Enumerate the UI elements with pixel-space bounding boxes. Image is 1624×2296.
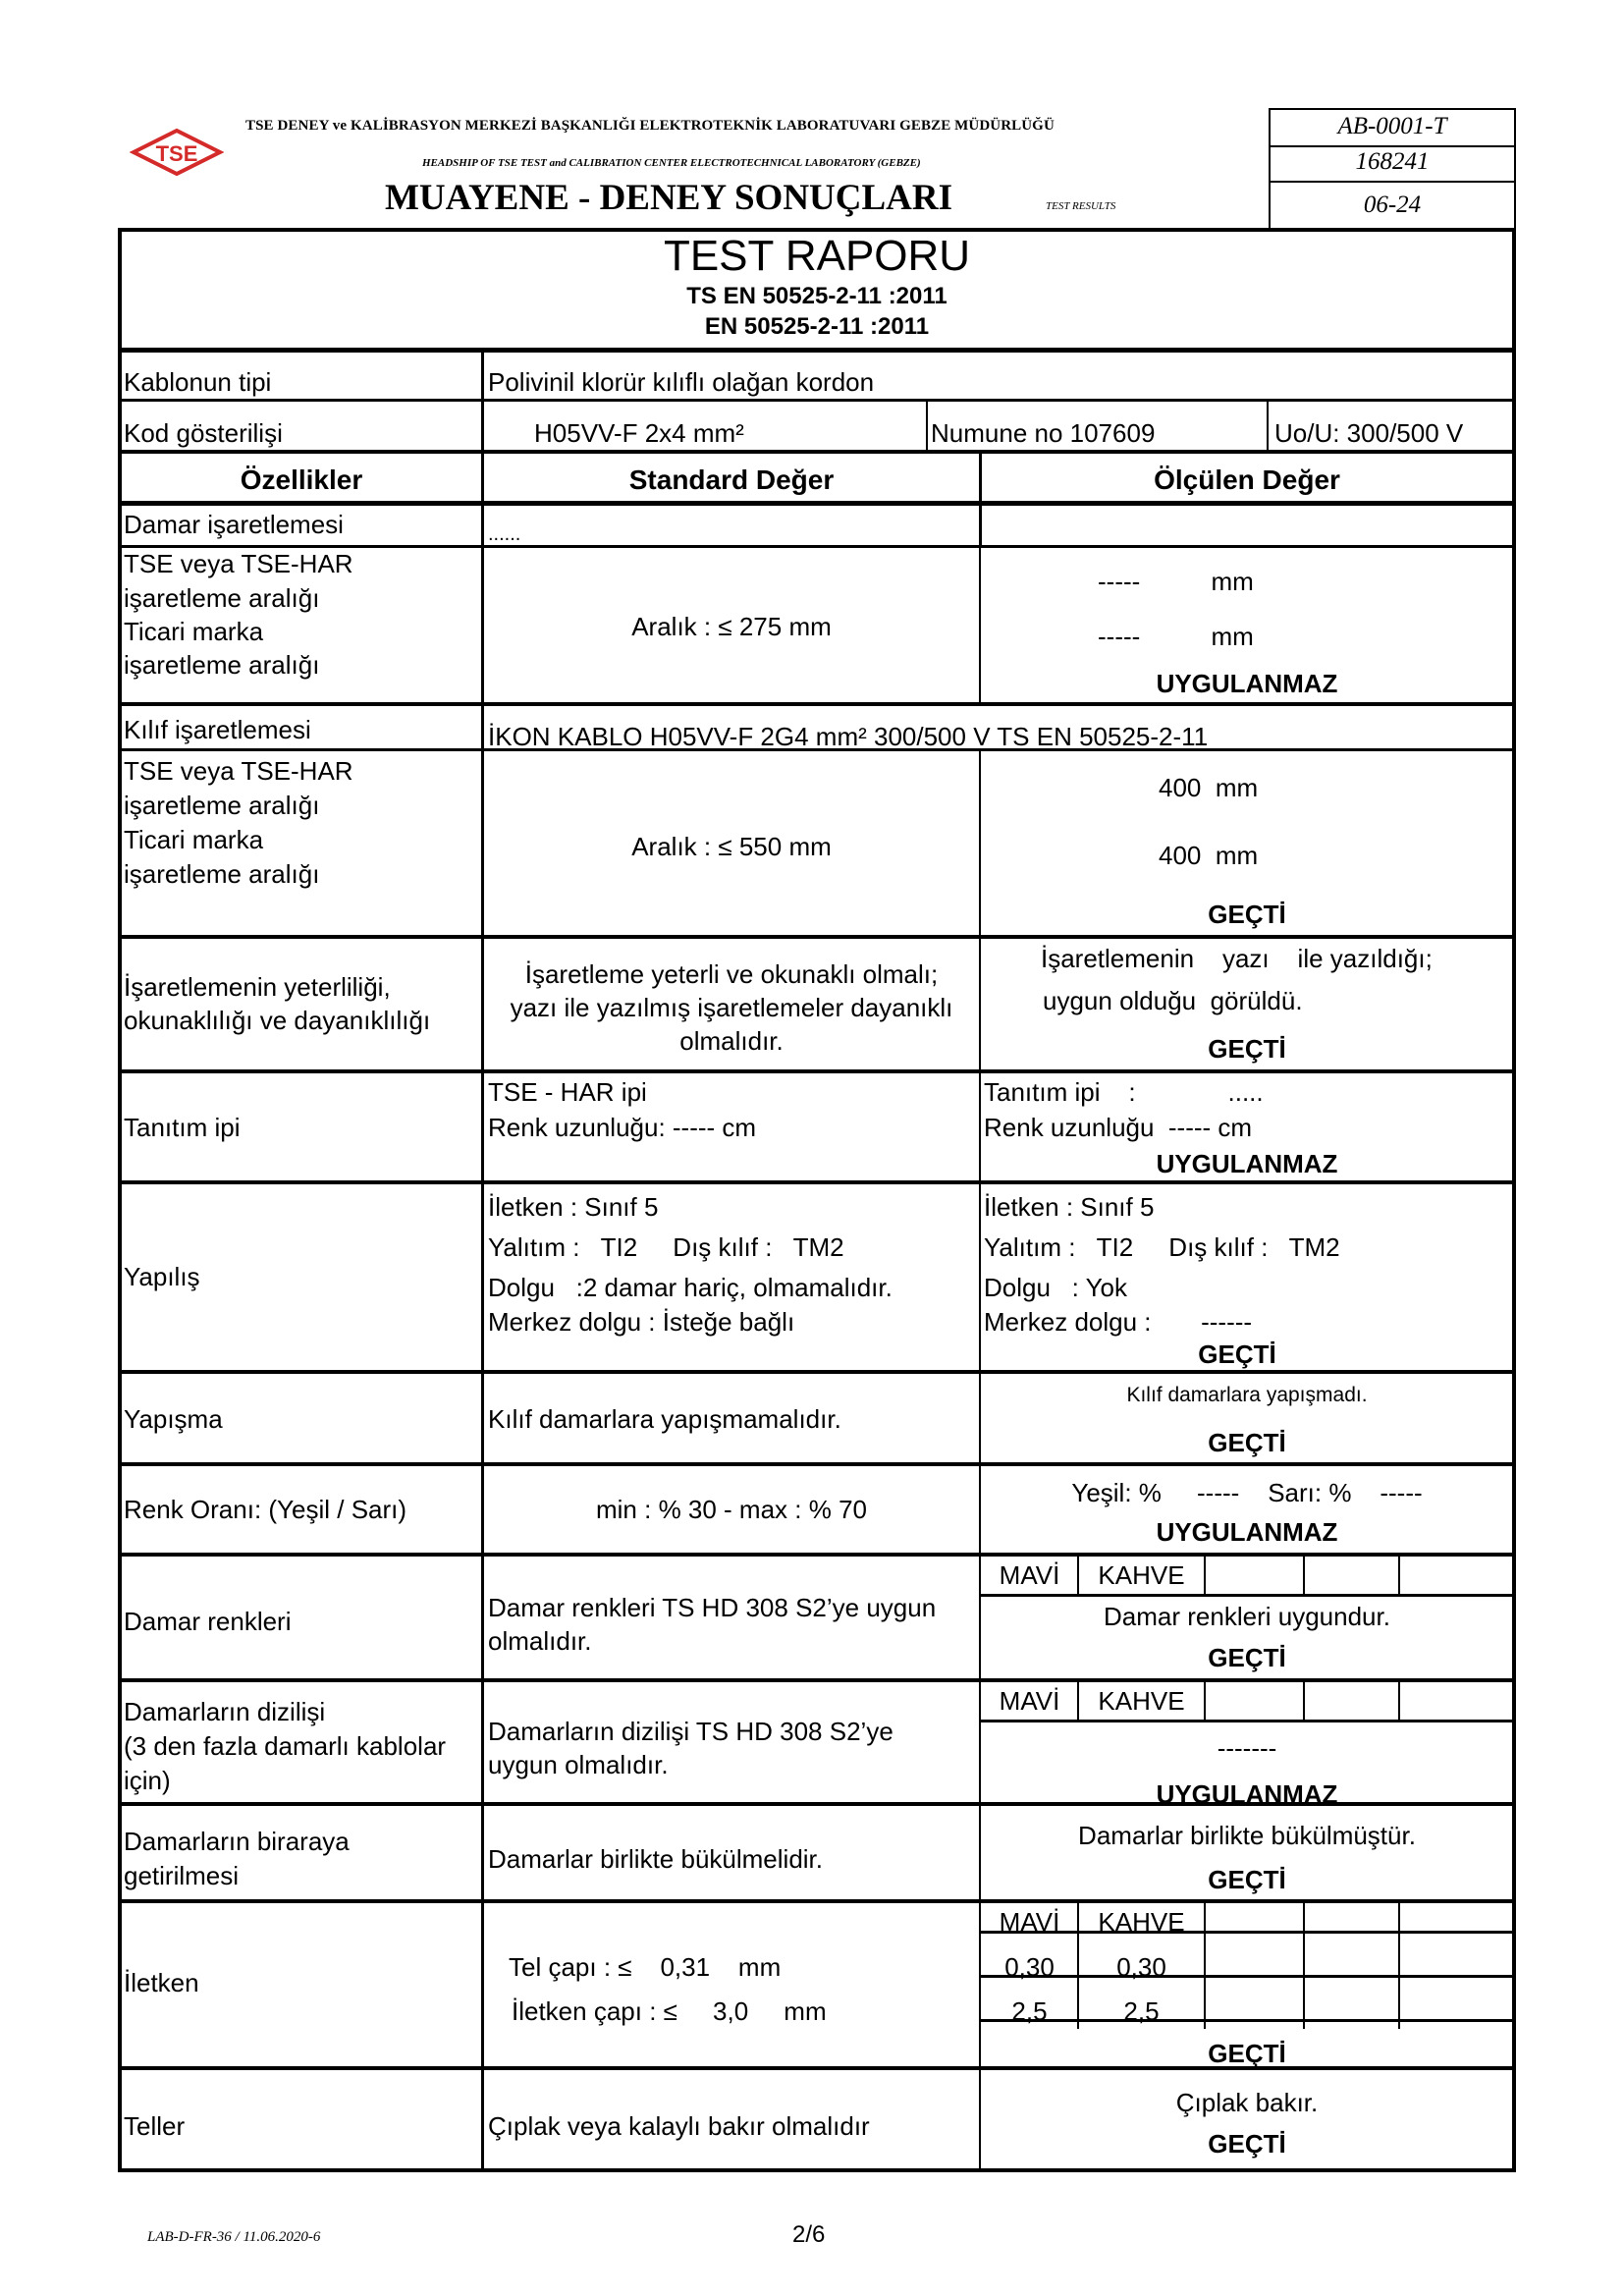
column-divider [979,750,981,2168]
standard-value: Dolgu :2 damar hariç, olmamalıdır. [488,1273,893,1302]
column-header-measured: Ölçülen Değer [1154,465,1340,495]
divider [118,399,1516,402]
measured-value: Yeşil: % ----- Sarı: % ----- [1071,1478,1423,1507]
standard-value: Damarlar birlikte bükülmelidir. [488,1844,823,1874]
cell-divider [1398,1681,1400,1721]
measured-value: İletken : Sınıf 5 [984,1192,1155,1222]
cell-divider [980,1720,1514,1722]
row-label: Teller [124,2111,186,2141]
document-subtitle: TEST RESULTS [1046,200,1116,212]
row-label: (3 den fazla damarlı kablolar [124,1731,447,1761]
standard-value: İletken çapı : ≤ 3,0 mm [512,1996,827,2026]
row-label: Yapışma [124,1404,223,1434]
cable-type-value: Polivinil klorür kılıflı olağan kordon [488,367,875,397]
divider [118,501,1516,506]
row-label: Yapılış [124,1262,200,1291]
measured-value: Yalıtım : TI2 Dış kılıf : TM2 [984,1232,1340,1262]
row-label: işaretleme aralığı [124,791,320,820]
standard-value: olmalıdır. [679,1026,784,1056]
measured-value: Çıplak bakır. [1175,2088,1319,2117]
tse-logo-icon [130,128,224,177]
svg-text:TSE: TSE [155,141,198,166]
row-label: TSE veya TSE-HAR [124,549,353,578]
institution-name-en: HEADSHIP OF TSE TEST and CALIBRATION CENTER ELECTROTECHNICAL LABORATORY (GEBZE) [422,157,921,169]
standard-value: Aralık : ≤ 550 mm [631,832,832,861]
divider [118,1899,1516,1903]
result-badge: GEÇTİ [1208,2129,1286,2159]
row-value: ...... [488,523,521,545]
cell-divider [1204,1901,1206,2029]
report-title: TEST RAPORU [663,232,971,280]
cell-divider [1303,1901,1305,2029]
code-label: Kod gösterilişi [124,418,283,448]
report-number: 168241 [1271,145,1514,183]
result-badge: UYGULANMAZ [1156,1517,1338,1547]
row-label: işaretleme aralığı [124,859,320,889]
row-label: Damar renkleri [124,1607,292,1636]
cell-divider [1204,1681,1206,1721]
standard-value: olmalıdır. [488,1626,592,1656]
row-label: İletken [124,1968,199,1997]
row-label: işaretleme aralığı [124,650,320,680]
conductor-diameter-cell: 2,5 [1011,1996,1048,2026]
measured-value: Damarlar birlikte bükülmüştür. [1078,1821,1416,1850]
standard-value: İletken : Sınıf 5 [488,1192,659,1222]
standard-value: Renk uzunluğu: ----- cm [488,1113,757,1142]
column-header-property: Özellikler [240,465,363,495]
report-date: 06-24 [1363,191,1422,218]
result-badge: GEÇTİ [1208,1865,1286,1894]
page-number: 2/6 [792,2221,826,2248]
cell-divider [980,1594,1514,1597]
result-badge: GEÇTİ [1208,2039,1286,2068]
document-id-box [1269,108,1516,228]
wire-diameter-cell: 0,30 [1004,1952,1055,1982]
result-badge: GEÇTİ [1198,1339,1276,1369]
divider [118,1553,1516,1557]
row-label: Damar işaretlemesi [124,510,344,539]
row-label: Damarların dizilişi [124,1697,326,1726]
divider [118,1678,1516,1682]
divider [118,1069,1516,1073]
result-badge: GEÇTİ [1208,1428,1286,1457]
standard-value: Tel çapı : ≤ 0,31 mm [509,1952,782,1982]
measured-value: Renk uzunluğu ----- cm [984,1113,1253,1142]
divider [118,702,1516,706]
core-color-cell: MAVİ [999,1907,1060,1937]
standard-value: Kılıf damarlara yapışmamalıdır. [488,1404,841,1434]
row-label: TSE veya TSE-HAR [124,756,353,786]
standard-value: min : % 30 - max : % 70 [596,1495,867,1524]
core-color-cell: MAVİ [999,1560,1060,1590]
cell-divider [1303,1556,1305,1595]
row-label: Kılıf işaretlemesi [124,715,311,744]
core-color-cell: MAVİ [999,1686,1060,1716]
form-code: AB-0001-T [1271,110,1514,147]
column-header-standard: Standard Değer [628,465,835,495]
document-title: MUAYENE - DENEY SONUÇLARI [385,178,953,218]
standard-value: Damarların dizilişi TS HD 308 S2’ye [488,1717,893,1746]
column-divider [979,546,981,703]
standard-value: Merkez dolgu : İsteğe bağlı [488,1307,795,1337]
standard-value: Aralık : ≤ 275 mm [631,612,832,641]
cell-divider [1303,1681,1305,1721]
divider [118,450,1516,454]
divider [118,1462,1516,1466]
cell-divider [1204,1556,1206,1595]
row-label: Renk Oranı: (Yeşil / Sarı) [124,1495,407,1524]
code-value: H05VV-F 2x4 mm² [534,418,744,448]
measured-value: ----- mm [1098,622,1254,651]
divider [118,1180,1516,1184]
result-badge: UYGULANMAZ [1156,1779,1338,1809]
measured-value: uygun olduğu görüldü. [1043,986,1303,1015]
measured-value: Kılıf damarlara yapışmadı. [1126,1384,1368,1406]
standard-value: TSE - HAR ipi [488,1077,647,1107]
row-label: okunaklılığı ve dayanıklılığı [124,1006,431,1035]
measured-value: 400 mm [1159,841,1259,870]
result-badge: GEÇTİ [1208,1643,1286,1672]
measured-value: Merkez dolgu : ------ [984,1307,1253,1337]
result-badge: UYGULANMAZ [1156,1149,1338,1178]
column-divider [926,401,928,452]
measured-value: ----- mm [1098,567,1254,596]
row-label: işaretleme aralığı [124,583,320,613]
core-color-cell: KAHVE [1098,1560,1185,1590]
sample-number: Numune no 107609 [931,418,1156,448]
result-badge: GEÇTİ [1208,900,1286,929]
measured-value: İşaretlemenin yazı ile yazıldığı; [1041,944,1433,973]
row-label: İşaretlemenin yeterliliği, [124,972,391,1002]
form-code-footer: LAB-D-FR-36 / 11.06.2020-6 [147,2229,321,2245]
measured-value: Dolgu : Yok [984,1273,1127,1302]
standard-value: yazı ile yazılmış işaretlemeler dayanıklı [510,993,953,1022]
standard-en: EN 50525-2-11 :2011 [704,313,930,340]
row-value: İKON KABLO H05VV-F 2G4 mm² 300/500 V TS EN 50525-2-11 [488,722,1209,751]
result-badge: GEÇTİ [1208,1034,1286,1064]
cell-divider [1398,1901,1400,2029]
voltage-rating: Uo/U: 300/500 V [1274,418,1464,448]
standard-value: Yalıtım : TI2 Dış kılıf : TM2 [488,1232,844,1262]
standard-ts: TS EN 50525-2-11 :2011 [686,283,947,309]
standard-value: Damar renkleri TS HD 308 S2’ye uygun [488,1593,937,1622]
result-badge: UYGULANMAZ [1156,669,1338,698]
standard-value: İşaretleme yeterli ve okunaklı olmalı; [524,959,939,989]
column-divider [1267,401,1269,452]
cell-divider [1398,1556,1400,1595]
cable-type-label: Kablonun tipi [124,367,272,397]
institution-name-tr: TSE DENEY ve KALİBRASYON MERKEZİ BAŞKANLIĞI ELEKTROTEKNİK LABORATUVARI GEBZE MÜDÜRLÜĞÜ [245,118,1055,134]
measured-value: 400 mm [1159,773,1259,802]
core-color-cell: KAHVE [1098,1686,1185,1716]
standard-value: Çıplak veya kalaylı bakır olmalıdır [488,2111,870,2141]
core-color-cell: KAHVE [1098,1907,1185,1937]
row-label: Ticari marka [124,825,264,854]
measured-value: Damar renkleri uygundur. [1104,1602,1390,1631]
measured-value: Tanıtım ipi : ..... [984,1077,1264,1107]
row-label: Ticari marka [124,617,264,646]
row-label: için) [124,1766,171,1795]
measured-value: ------- [1217,1733,1277,1763]
wire-diameter-cell: 0,30 [1116,1952,1166,1982]
row-label: Damarların biraraya [124,1827,350,1856]
standard-value: uygun olmalıdır. [488,1750,669,1779]
row-label: getirilmesi [124,1861,240,1890]
divider [118,348,1516,353]
divider [118,935,1516,939]
row-label: Tanıtım ipi [124,1113,241,1142]
conductor-diameter-cell: 2,5 [1123,1996,1160,2026]
